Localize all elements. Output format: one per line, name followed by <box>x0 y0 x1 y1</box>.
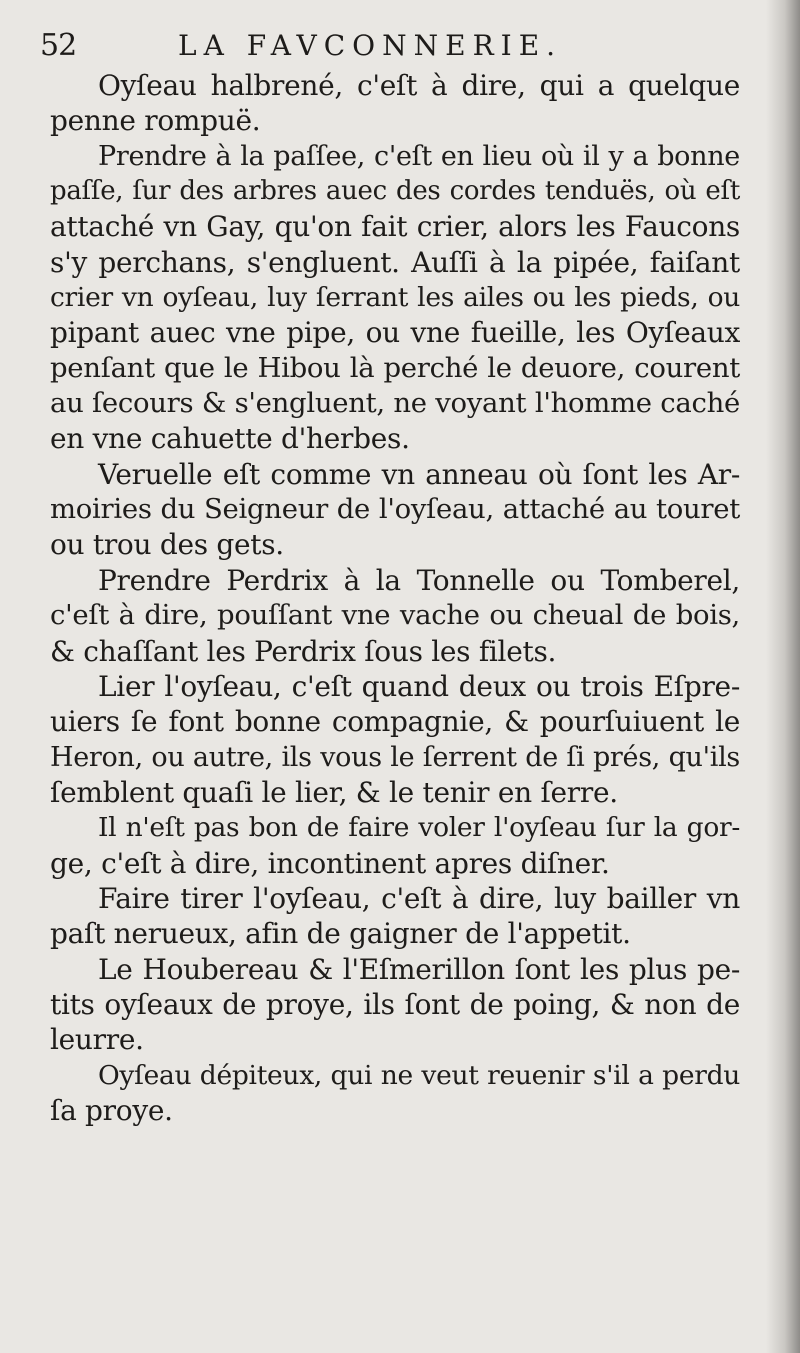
page-header <box>40 22 740 66</box>
text-line: uiers ſe font bonne compagnie, & pourſuiuent le <box>50 705 740 739</box>
text-line: Lier l'oyſeau, c'eſt quand deux ou trois Eſpre- <box>98 669 740 703</box>
text-line: pipant auec vne pipe, ou vne fueille, les Oyſeaux <box>50 316 740 350</box>
text-line: c'eſt à dire, pouſſant vne vache ou cheual de bois, <box>50 599 740 632</box>
text-line: leurre. <box>50 1023 144 1057</box>
text-line: & chaſſant les Perdrix ſous les filets. <box>50 634 557 668</box>
text-line: Prendre Perdrix à la Tonnelle ou Tomberel, <box>98 563 740 597</box>
text-line: ſa proye. <box>50 1093 173 1127</box>
page-gutter-shadow <box>766 0 800 1353</box>
text-line: Prendre à la paſſee, c'eſt en lieu où il y a bonne <box>98 140 740 172</box>
text-line: Oyſeau dépiteux, qui ne veut reuenir s'il a perdu <box>98 1059 740 1091</box>
text-line: Oyſeau halbrené, c'eſt à dire, qui a quelque <box>98 69 740 102</box>
text-line: Le Houbereau & l'Eſmerillon ſont les plus pe- <box>98 952 740 986</box>
text-line: au ſecours & s'engluent, ne voyant l'homme caché <box>50 387 740 420</box>
text-line: en vne cahuette d'herbes. <box>50 422 410 456</box>
text-line: Veruelle eſt comme vn anneau où ſont les Ar- <box>98 457 740 491</box>
text-line: s'y perchans, s'engluent. Auſſi à la pipée, faiſant <box>50 245 740 279</box>
text-line: Faire tirer l'oyſeau, c'eſt à dire, luy bailler vn <box>98 881 740 915</box>
text-line: Il n'eſt pas bon de faire voler l'oyſeau ſur la gor- <box>98 812 740 844</box>
running-title: LA FAVCONNERIE. <box>178 29 563 62</box>
text-line: ou trou des gets. <box>50 528 284 562</box>
page-number: 52 <box>40 28 77 63</box>
text-line: penſant que le Hibou là perché le deuore, courent <box>50 351 740 384</box>
text-line: moiries du Seigneur de l'oyſeau, attaché au touret <box>50 493 740 526</box>
text-line: crier vn oyſeau, luy ſerrant les ailes ou les pieds, ou <box>50 282 740 314</box>
text-line: paſſe, ſur des arbres auec des cordes tenduës, où eſt <box>50 176 740 207</box>
text-line: Heron, ou autre, ils vous le ſerrent de ſi prés, qu'ils <box>50 741 740 773</box>
text-line: tits oyſeaux de proye, ils ſont de poing, & non de <box>50 987 740 1021</box>
text-line: attaché vn Gay, qu'on fait crier, alors les Faucons <box>50 210 740 244</box>
text-line: ge, c'eſt à dire, incontinent apres diſner. <box>50 846 610 880</box>
body-text <box>50 68 740 1128</box>
text-line: ſemblent quaſi le lier, & le tenir en ſerre. <box>50 775 618 809</box>
text-line: penne rompuë. <box>50 104 261 138</box>
text-line: paſt nerueux, afin de gaigner de l'appetit. <box>50 917 631 951</box>
